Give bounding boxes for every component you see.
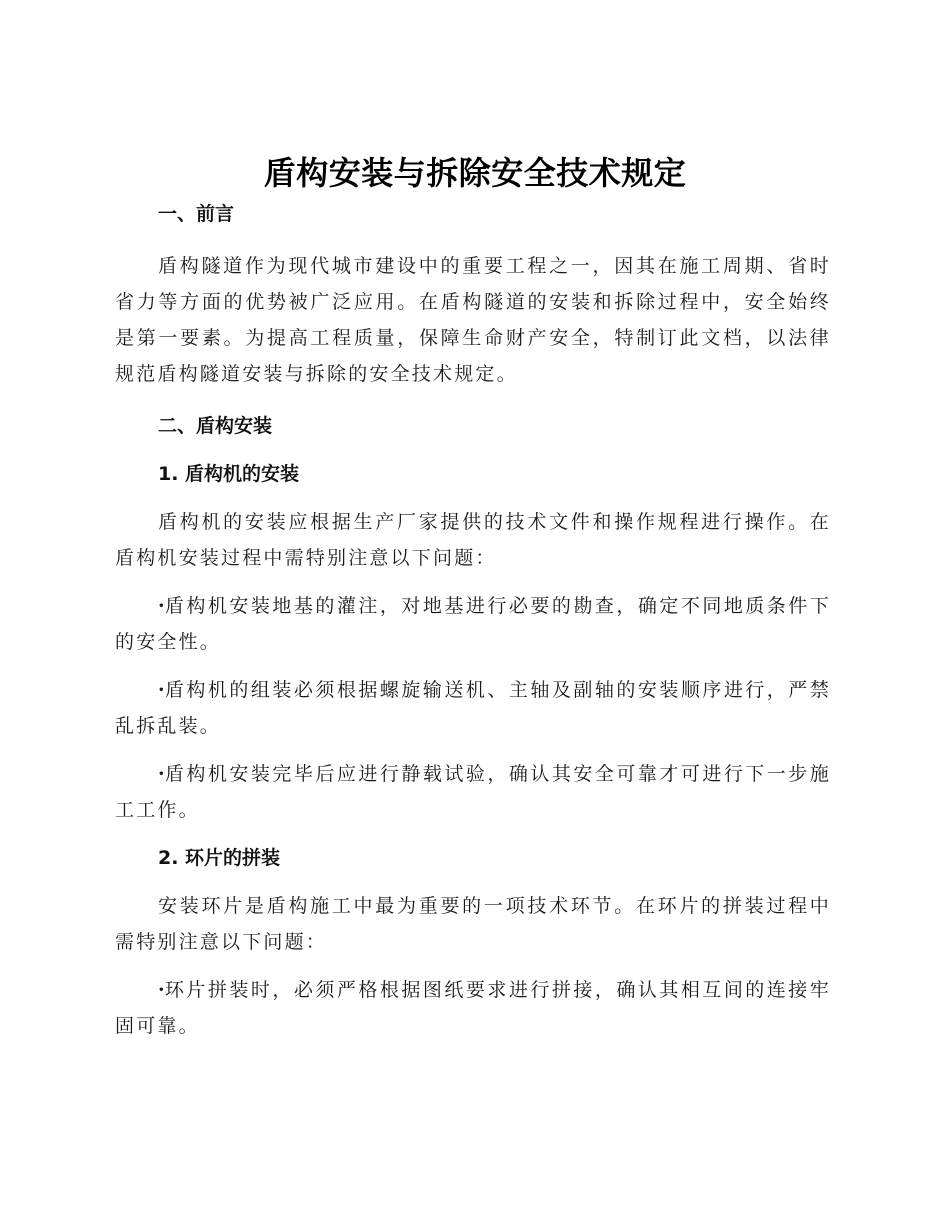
spacer — [115, 876, 831, 888]
bullet-dot-icon: · — [158, 979, 165, 1001]
spacer — [115, 828, 831, 840]
subsection-heading-machine-installation: 1. 盾构机的安装 — [158, 463, 300, 485]
spacer — [115, 392, 831, 408]
bullet-item-ring-joining — [115, 972, 831, 1044]
spacer — [115, 960, 831, 972]
bullet-text: 环片拼装时，必须严格根据图纸要求进行拼接，确认其相互间的连接牢固可靠。 — [115, 979, 831, 1037]
bullet-dot-icon: · — [158, 595, 165, 617]
bullet-text: 盾构机的组装必须根据螺旋输送机、主轴及副轴的安装顺序进行，严禁乱拆乱装。 — [115, 679, 831, 737]
bullet-dot-icon: · — [158, 763, 165, 785]
subsection-heading-ring-assembly: 2. 环片的拼装 — [158, 847, 281, 869]
preface-paragraph: 盾构隧道作为现代城市建设中的重要工程之一，因其在施工周期、省时省力等方面的优势被广泛应用。在盾构隧道的安装和拆除过程中，安全始终是第一要素。为提高工程质量，保障生命财产安全，特制订此文档，以法律规范盾构隧道安装与拆除的安全技术规定。 — [115, 255, 831, 385]
spacer — [115, 660, 831, 672]
section-heading-installation: 二、盾构安装 — [158, 415, 273, 437]
bullet-dot-icon: · — [158, 679, 165, 701]
bullet-item-static-load-test — [115, 756, 831, 828]
section-heading-preface: 一、前言 — [158, 203, 235, 225]
machine-installation-intro: 盾构机的安装应根据生产厂家提供的技术文件和操作规程进行操作。在盾构机安装过程中需特别注意以下问题： — [115, 511, 831, 569]
spacer — [115, 232, 831, 248]
spacer — [115, 744, 831, 756]
spacer — [115, 492, 831, 504]
bullet-item-assembly — [115, 672, 831, 744]
spacer — [115, 576, 831, 588]
spacer — [115, 444, 831, 456]
bullet-text: 盾构机安装地基的灌注，对地基进行必要的勘查，确定不同地质条件下的安全性。 — [115, 595, 831, 653]
ring-assembly-intro: 安装环片是盾构施工中最为重要的一项技术环节。在环片的拼装过程中需特别注意以下问题： — [115, 895, 831, 953]
document-title: 盾构安装与拆除安全技术规定 — [263, 154, 687, 192]
document-body — [115, 196, 831, 1044]
bullet-item-foundation — [115, 588, 831, 660]
bullet-text: 盾构机安装完毕后应进行静载试验，确认其安全可靠才可进行下一步施工工作。 — [115, 763, 831, 821]
